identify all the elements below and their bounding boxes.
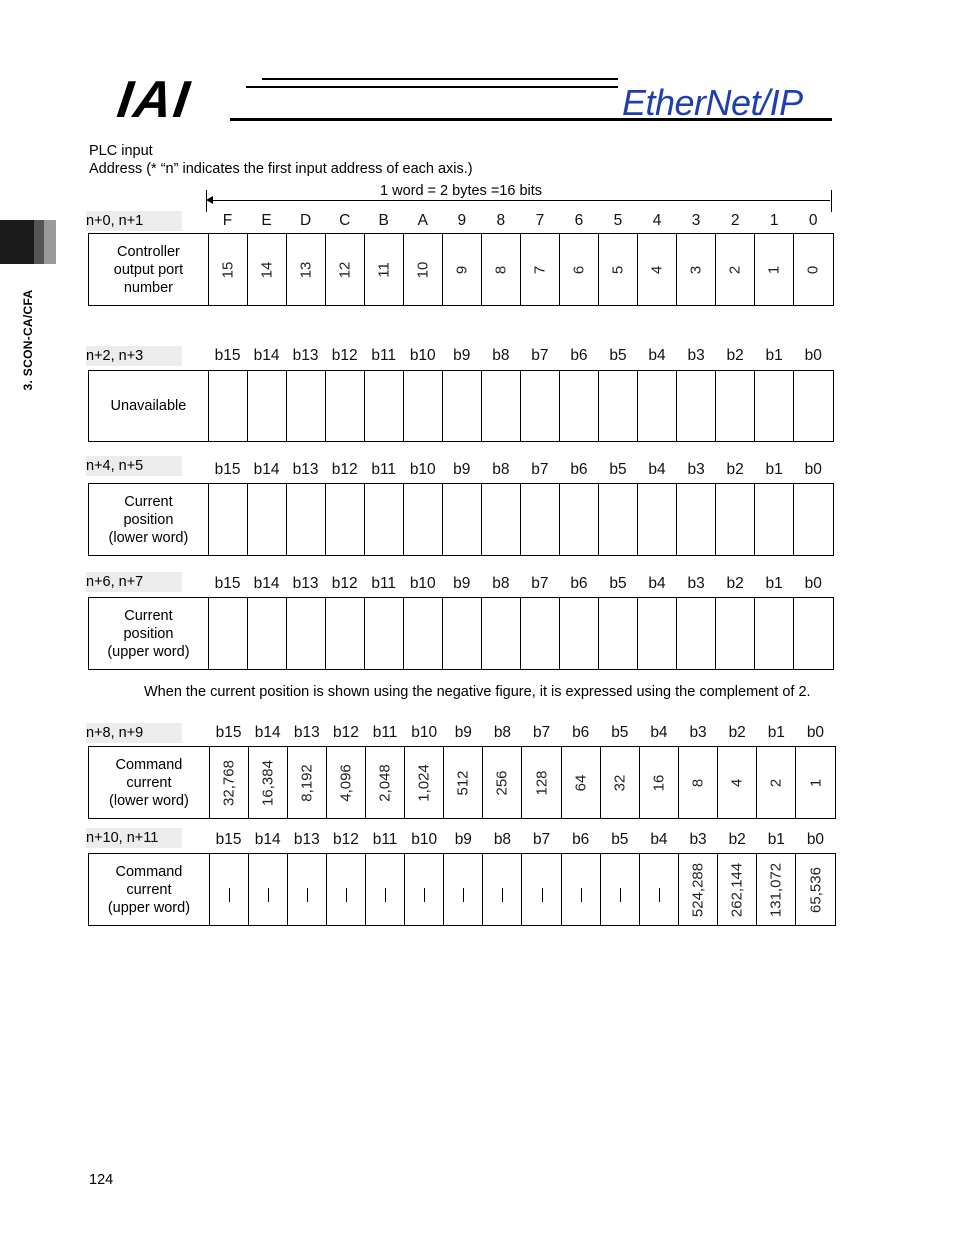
bit-cell xyxy=(210,747,249,818)
bit-label: 2 xyxy=(730,212,740,229)
bit-value: 12 xyxy=(336,261,354,278)
bit-cell xyxy=(326,234,365,305)
bit-value: 7 xyxy=(531,265,549,274)
bit-value: 524,288 xyxy=(689,862,707,917)
bit-label: b6 xyxy=(572,831,590,848)
intro-line-1: PLC input xyxy=(89,143,153,159)
bit-cell xyxy=(521,484,560,555)
page-number: 124 xyxy=(89,1172,114,1188)
bit-cell xyxy=(366,854,405,925)
header-rule-top xyxy=(262,78,618,80)
bit-label: C xyxy=(339,212,351,229)
bit-label: b13 xyxy=(292,575,319,592)
unused-bit-mark xyxy=(581,888,582,902)
bit-value: 11 xyxy=(375,261,393,278)
bit-cell xyxy=(796,747,835,818)
bit-cell xyxy=(794,371,833,441)
bit-label: b15 xyxy=(214,575,241,592)
bit-label: b10 xyxy=(409,347,436,364)
bit-label: b8 xyxy=(492,461,510,478)
bit-label: b5 xyxy=(611,831,629,848)
section-address-label: n+0, n+1 xyxy=(86,211,182,231)
unused-bit-mark xyxy=(463,888,464,902)
bit-cell xyxy=(679,747,718,818)
bit-label: b13 xyxy=(293,831,320,848)
register-name-line: number xyxy=(123,279,174,296)
register-name xyxy=(89,371,209,441)
bit-label: b9 xyxy=(453,347,471,364)
bit-label: b6 xyxy=(570,347,588,364)
bit-label: b5 xyxy=(609,347,627,364)
bit-value: 256 xyxy=(493,769,511,796)
bit-label: b14 xyxy=(253,575,280,592)
bit-cell xyxy=(483,747,522,818)
bit-cell xyxy=(677,484,716,555)
bit-value: 32,768 xyxy=(220,759,238,806)
register-row xyxy=(88,483,834,556)
bit-cell xyxy=(599,371,638,441)
bit-cell xyxy=(716,484,755,555)
bit-cell xyxy=(640,747,679,818)
register-name-line: Unavailable xyxy=(110,398,187,414)
ethernet-ip-brand: EtherNet/IP xyxy=(622,82,803,123)
bit-label: b1 xyxy=(765,347,783,364)
bit-cell xyxy=(757,854,796,925)
unused-bit-mark xyxy=(307,888,308,902)
bit-cell xyxy=(599,598,638,669)
bit-label: b12 xyxy=(331,575,358,592)
bit-cell xyxy=(522,854,561,925)
bit-value: 16,384 xyxy=(259,759,277,806)
bit-cell xyxy=(443,371,482,441)
bit-label: b15 xyxy=(215,831,242,848)
iai-logo: IAI xyxy=(113,71,195,129)
bit-value: 10 xyxy=(414,261,432,278)
side-tab-mid-block xyxy=(34,220,44,264)
bit-label: b10 xyxy=(409,575,436,592)
register-name-line: current xyxy=(126,881,172,898)
bit-value: 128 xyxy=(533,769,551,796)
bit-cell xyxy=(522,747,561,818)
bit-value: 8 xyxy=(492,265,510,274)
bit-cell xyxy=(210,854,249,925)
register-name-line: output port xyxy=(113,261,184,278)
bit-label: b9 xyxy=(454,831,472,848)
bit-label: b13 xyxy=(292,461,319,478)
bit-label: b1 xyxy=(765,461,783,478)
bit-cell xyxy=(444,854,483,925)
bit-cell xyxy=(601,854,640,925)
bit-cell xyxy=(640,854,679,925)
unused-bit-mark xyxy=(385,888,386,902)
bit-value: 13 xyxy=(297,261,315,278)
bit-label: b8 xyxy=(493,724,512,741)
bit-cell xyxy=(677,598,716,669)
bit-cell xyxy=(677,371,716,441)
bit-label: 5 xyxy=(613,212,623,229)
word-arrow-head xyxy=(206,196,213,204)
bit-cell xyxy=(365,598,404,669)
bit-label: b7 xyxy=(532,724,551,741)
section-address-label: n+4, n+5 xyxy=(86,456,182,476)
bit-cell xyxy=(482,598,521,669)
bit-cell xyxy=(287,234,326,305)
bit-label: B xyxy=(378,212,389,229)
bit-cell xyxy=(327,854,366,925)
bit-cell xyxy=(405,747,444,818)
bit-cell xyxy=(560,371,599,441)
bit-cell xyxy=(404,234,443,305)
register-name-line: current xyxy=(126,774,172,791)
bit-label: b4 xyxy=(648,347,666,364)
bit-label: b11 xyxy=(371,347,397,364)
bit-label: b7 xyxy=(532,831,551,848)
bit-cell xyxy=(443,234,482,305)
bit-value: 1 xyxy=(765,265,783,274)
bit-label: b11 xyxy=(371,461,397,478)
unused-bit-mark xyxy=(424,888,425,902)
bit-label: b14 xyxy=(254,724,281,741)
bit-cell xyxy=(326,371,365,441)
bit-label: b7 xyxy=(531,575,549,592)
bit-value: 262,144 xyxy=(728,862,746,917)
word-arrow-line xyxy=(210,200,830,201)
register-name-line: Command xyxy=(115,756,183,773)
bit-cell xyxy=(443,484,482,555)
negative-position-note: When the current position is shown using the negative figure, it is expressed using the complement of 2. xyxy=(144,684,811,700)
register-name-line: Current xyxy=(124,493,173,510)
bit-label: 4 xyxy=(652,212,662,229)
bit-label: b4 xyxy=(650,724,668,741)
bit-cell xyxy=(638,371,677,441)
bit-cell xyxy=(326,484,365,555)
bit-cell xyxy=(326,598,365,669)
bit-cell xyxy=(599,484,638,555)
bit-label: b11 xyxy=(372,831,398,848)
bit-value: 5 xyxy=(609,265,627,274)
side-tab-light-block xyxy=(44,220,56,264)
bit-cell xyxy=(521,234,560,305)
bit-value: 131,072 xyxy=(767,862,785,917)
bit-cell xyxy=(249,747,288,818)
bit-label: b6 xyxy=(570,461,588,478)
bit-label: b15 xyxy=(214,461,241,478)
bit-cell xyxy=(287,484,326,555)
bit-label: b9 xyxy=(453,461,471,478)
bit-cell xyxy=(209,484,248,555)
bit-cell xyxy=(249,854,288,925)
bit-cell xyxy=(716,598,755,669)
bit-label: b10 xyxy=(409,461,436,478)
bit-value: 4 xyxy=(648,265,666,274)
bit-cell xyxy=(248,371,287,441)
bit-label: 7 xyxy=(535,212,545,229)
bit-label: b6 xyxy=(572,724,590,741)
bit-cell xyxy=(209,598,248,669)
bit-label: b1 xyxy=(765,575,783,592)
header-rule-mid xyxy=(246,86,618,88)
bit-cell xyxy=(404,371,443,441)
section-address-label: n+8, n+9 xyxy=(86,723,182,743)
bit-cell xyxy=(757,747,796,818)
bit-cell xyxy=(366,747,405,818)
bit-label: b2 xyxy=(726,461,744,478)
bit-label: b0 xyxy=(804,347,822,364)
bit-cell xyxy=(794,234,833,305)
register-name-line: (upper word) xyxy=(107,899,191,916)
register-name xyxy=(89,854,210,925)
bit-cell xyxy=(248,484,287,555)
bit-value: 1,024 xyxy=(415,763,433,802)
unused-bit-mark xyxy=(502,888,503,902)
bit-label: b10 xyxy=(411,831,438,848)
bit-cell xyxy=(716,234,755,305)
bit-value: 2,048 xyxy=(376,763,394,802)
bit-label: b5 xyxy=(609,461,627,478)
bit-cell xyxy=(755,484,794,555)
register-name-line: Current xyxy=(124,607,173,624)
bit-cell xyxy=(560,484,599,555)
register-name xyxy=(89,234,209,305)
bit-cell xyxy=(404,484,443,555)
bit-cell xyxy=(405,854,444,925)
bit-cell xyxy=(482,234,521,305)
section-address-label: n+6, n+7 xyxy=(86,572,182,592)
bit-label: b10 xyxy=(411,724,438,741)
bit-cell xyxy=(287,371,326,441)
register-name xyxy=(89,747,210,818)
word-size-label: 1 word = 2 bytes =16 bits xyxy=(380,183,543,199)
bit-value: 15 xyxy=(219,261,237,278)
bit-label: 1 xyxy=(769,212,779,229)
bit-label: b7 xyxy=(531,347,549,364)
bit-label: 6 xyxy=(574,212,584,229)
bit-label: b0 xyxy=(804,461,822,478)
section-address-label: n+2, n+3 xyxy=(86,346,182,366)
bit-label: b7 xyxy=(531,461,549,478)
intro-line-2: Address (* “n” indicates the first input address of each axis.) xyxy=(89,161,473,177)
bit-cell xyxy=(288,747,327,818)
bit-cell xyxy=(718,747,757,818)
bit-label: b14 xyxy=(253,461,280,478)
bit-label: b3 xyxy=(687,461,705,478)
register-row xyxy=(88,233,834,306)
bit-cell xyxy=(443,598,482,669)
bit-value: 8,192 xyxy=(298,763,316,802)
bit-label: b12 xyxy=(331,461,358,478)
bit-label: b0 xyxy=(806,831,825,848)
bit-cell xyxy=(638,234,677,305)
bit-label: b13 xyxy=(293,724,320,741)
register-name xyxy=(89,484,209,555)
bit-value: 1 xyxy=(807,778,825,787)
bit-label: b12 xyxy=(333,831,359,848)
bit-label: b6 xyxy=(570,575,588,592)
bit-label: b4 xyxy=(648,461,666,478)
bit-label: F xyxy=(222,212,233,229)
bit-label: b0 xyxy=(804,575,822,592)
register-name xyxy=(89,598,209,669)
bit-cell xyxy=(755,371,794,441)
side-tab-dark-block xyxy=(0,220,34,264)
bit-cell xyxy=(601,747,640,818)
bit-cell xyxy=(794,598,833,669)
bit-label: b0 xyxy=(806,724,825,741)
bit-value: 6 xyxy=(570,265,588,274)
bit-label: b15 xyxy=(214,347,241,364)
unused-bit-mark xyxy=(229,888,230,902)
bit-cell xyxy=(521,598,560,669)
bit-label: b14 xyxy=(253,347,280,364)
bit-label: b14 xyxy=(254,831,281,848)
bit-label: b9 xyxy=(454,724,472,741)
bit-value: 512 xyxy=(454,769,472,796)
section-address-label: n+10, n+11 xyxy=(86,828,182,848)
bit-label: b8 xyxy=(493,831,512,848)
bit-label: 0 xyxy=(808,212,818,229)
bit-value: 14 xyxy=(258,261,276,278)
unused-bit-mark xyxy=(346,888,347,902)
bit-cell xyxy=(638,484,677,555)
bit-label: b9 xyxy=(453,575,471,592)
bit-cell xyxy=(794,484,833,555)
bit-cell xyxy=(365,371,404,441)
bit-value: 2 xyxy=(726,265,744,274)
bit-cell xyxy=(365,484,404,555)
register-name-line: Command xyxy=(115,863,183,880)
bit-cell xyxy=(560,598,599,669)
bit-cell xyxy=(482,484,521,555)
bit-label: b4 xyxy=(648,575,666,592)
bit-cell xyxy=(482,371,521,441)
bit-label: b5 xyxy=(609,575,627,592)
unused-bit-mark xyxy=(659,888,660,902)
bit-header-row xyxy=(208,575,833,593)
bit-label: b3 xyxy=(689,724,707,741)
register-row xyxy=(88,370,834,442)
register-row xyxy=(88,853,836,926)
bit-cell xyxy=(444,747,483,818)
register-name-line: (lower word) xyxy=(108,529,189,546)
bit-cell xyxy=(638,598,677,669)
bit-label: b2 xyxy=(728,724,746,741)
bit-cell xyxy=(365,234,404,305)
register-row xyxy=(88,746,836,819)
bit-cell xyxy=(716,371,755,441)
bit-cell xyxy=(209,371,248,441)
bit-label: b3 xyxy=(687,575,705,592)
register-row xyxy=(88,597,834,670)
bit-label: b2 xyxy=(728,831,746,848)
unused-bit-mark xyxy=(620,888,621,902)
unused-bit-mark xyxy=(542,888,543,902)
bit-label: b8 xyxy=(492,575,510,592)
register-name-line: position xyxy=(123,511,174,528)
bit-value: 16 xyxy=(650,774,668,791)
bit-cell xyxy=(287,598,326,669)
bit-cell xyxy=(560,234,599,305)
bit-value: 65,536 xyxy=(807,866,825,913)
bit-cell xyxy=(679,854,718,925)
bit-header-row xyxy=(209,831,835,849)
bit-label: b8 xyxy=(492,347,510,364)
bit-label: b13 xyxy=(292,347,319,364)
bit-label: b12 xyxy=(333,724,359,741)
bit-cell xyxy=(209,234,248,305)
bit-cell xyxy=(248,598,287,669)
bit-value: 4,096 xyxy=(337,763,355,802)
bit-value: 2 xyxy=(767,778,785,787)
bit-value: 3 xyxy=(687,265,705,274)
bit-value: 4 xyxy=(728,778,746,787)
bit-label: b15 xyxy=(215,724,242,741)
bit-label: b3 xyxy=(687,347,705,364)
bit-cell xyxy=(599,234,638,305)
bit-cell xyxy=(562,747,601,818)
bit-label: A xyxy=(417,212,428,229)
bit-label: b1 xyxy=(767,724,785,741)
word-arrow-right-tick xyxy=(831,190,832,212)
bit-label: b12 xyxy=(331,347,358,364)
bit-value: 9 xyxy=(453,265,471,274)
bit-cell xyxy=(248,234,287,305)
bit-label: b5 xyxy=(611,724,629,741)
bit-label: D xyxy=(300,212,312,229)
bit-label: 8 xyxy=(496,212,506,229)
unused-bit-mark xyxy=(268,888,269,902)
bit-value: 64 xyxy=(572,774,590,791)
side-tab-label: 3. SCON-CA/CFA xyxy=(21,289,35,391)
bit-label: E xyxy=(261,212,272,229)
bit-header-row xyxy=(208,461,833,479)
bit-label: 9 xyxy=(457,212,467,229)
register-name-line: Controller xyxy=(117,243,180,260)
bit-cell xyxy=(677,234,716,305)
bit-header-row xyxy=(209,724,835,742)
bit-value: 32 xyxy=(611,774,629,791)
register-name-line: (upper word) xyxy=(107,643,190,660)
bit-label: b3 xyxy=(689,831,707,848)
bit-header-row xyxy=(208,212,833,230)
bit-cell xyxy=(796,854,835,925)
bit-label: b11 xyxy=(372,724,398,741)
bit-cell xyxy=(288,854,327,925)
bit-label: 3 xyxy=(691,212,701,229)
bit-label: b2 xyxy=(726,575,744,592)
bit-label: b4 xyxy=(650,831,668,848)
bit-cell xyxy=(718,854,757,925)
bit-value: 0 xyxy=(804,265,822,274)
bit-cell xyxy=(327,747,366,818)
bit-value: 8 xyxy=(689,778,707,787)
register-name-line: position xyxy=(123,625,174,642)
bit-cell xyxy=(521,371,560,441)
bit-cell xyxy=(562,854,601,925)
bit-cell xyxy=(755,234,794,305)
bit-cell xyxy=(483,854,522,925)
bit-cell xyxy=(755,598,794,669)
register-name-line: (lower word) xyxy=(109,792,189,809)
bit-label: b1 xyxy=(767,831,785,848)
bit-label: b2 xyxy=(726,347,744,364)
bit-cell xyxy=(404,598,443,669)
bit-label: b11 xyxy=(371,575,397,592)
bit-header-row xyxy=(208,347,833,365)
